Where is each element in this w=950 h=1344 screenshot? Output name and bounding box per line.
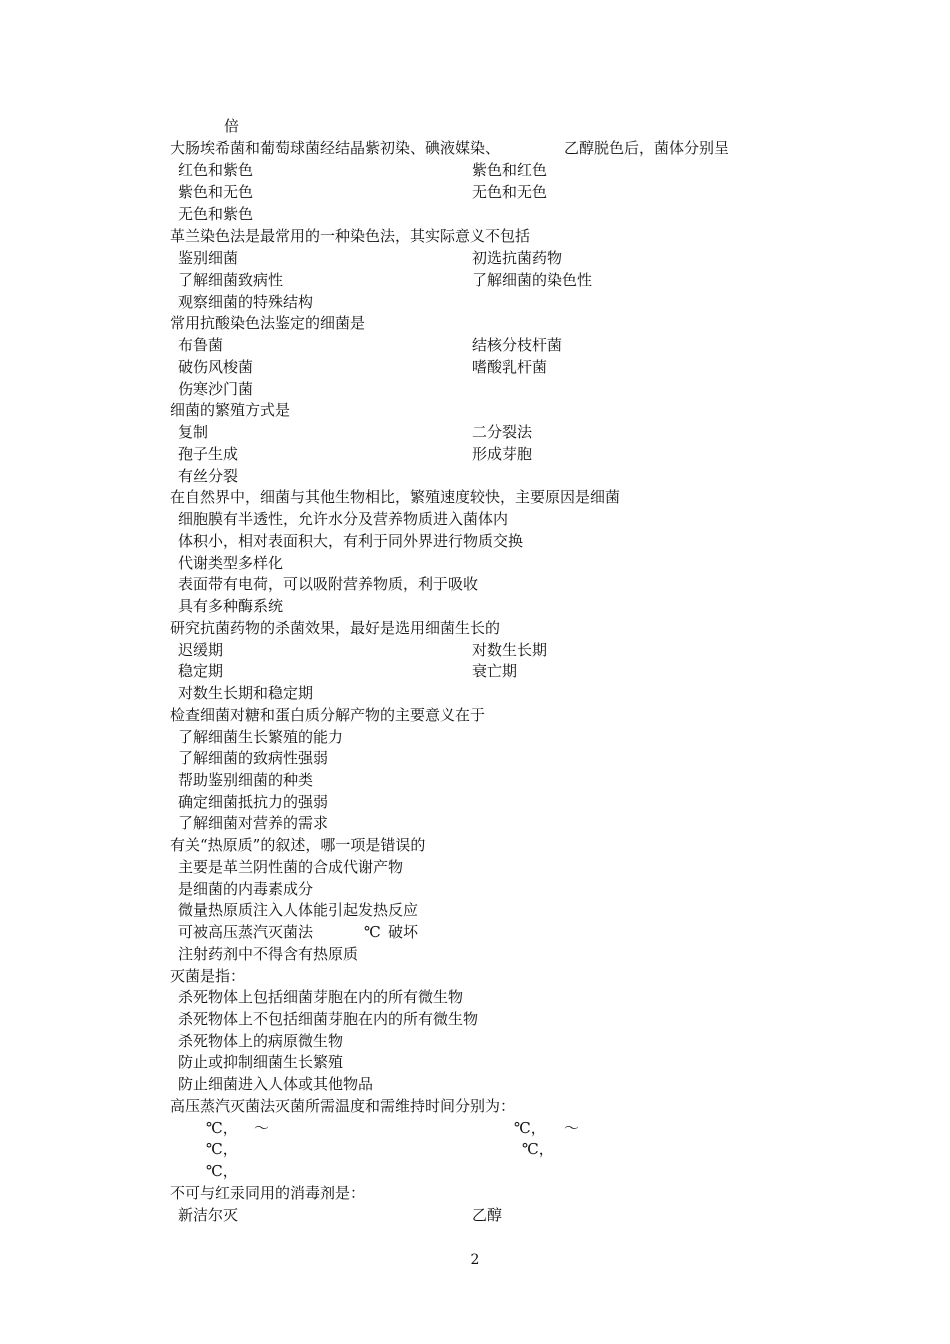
option-text: 观察细菌的特殊结构 <box>178 293 314 311</box>
option-text: 防止或抑制细菌生长繁殖 <box>178 1053 344 1071</box>
option-text: 迟缓期 <box>178 641 224 659</box>
question-text: 有关“热原质”的叙述，哪一项是错误的 <box>170 836 426 854</box>
option-text: 了解细菌的染色性 <box>472 271 593 289</box>
option-text: 对数生长期和稳定期 <box>178 684 314 702</box>
option-text: 无色和紫色 <box>178 205 254 223</box>
option-text: 有丝分裂 <box>178 467 239 485</box>
option-text: 是细菌的内毒素成分 <box>178 880 314 898</box>
option-text: 对数生长期 <box>472 641 548 659</box>
option-text: 注射药剂中不得含有热原质 <box>178 945 359 963</box>
option-text: 布鲁菌 <box>178 336 224 354</box>
option-text: 了解细菌生长繁殖的能力 <box>178 728 344 746</box>
option-text: 乙醇 <box>472 1206 503 1224</box>
option-text: 确定细菌抵抗力的强弱 <box>178 793 329 811</box>
option-text: 无色和无色 <box>472 183 548 201</box>
option-text: 了解细菌致病性 <box>178 271 284 289</box>
option-text: ℃， <box>206 1140 238 1158</box>
option-text: ℃， <box>522 1140 554 1158</box>
question-text: 在自然界中，细菌与其他生物相比，繁殖速度较快，主要原因是细菌 <box>170 488 621 506</box>
option-text: 杀死物体上包括细菌芽胞在内的所有微生物 <box>178 988 464 1006</box>
option-text: 表面带有电荷，可以吸附营养物质，利于吸收 <box>178 575 479 593</box>
option-text: ～ <box>254 1119 270 1137</box>
question-text: 灭菌是指： <box>170 967 246 985</box>
text-line: 倍 <box>224 117 240 135</box>
option-text: 了解细菌的致病性强弱 <box>178 749 329 767</box>
question-text: 检查细菌对糖和蛋白质分解产物的主要意义在于 <box>170 706 486 724</box>
option-text: 具有多种酶系统 <box>178 597 284 615</box>
question-text: 高压蒸汽灭菌法灭菌所需温度和需维持时间分别为： <box>170 1097 516 1115</box>
option-text: ℃， <box>514 1119 546 1137</box>
option-text: 紫色和红色 <box>472 161 548 179</box>
option-text: 衰亡期 <box>472 662 518 680</box>
option-text: 嗜酸乳杆菌 <box>472 358 548 376</box>
unit-text: ℃ <box>364 923 381 941</box>
option-text: 稳定期 <box>178 662 224 680</box>
question-text: 常用抗酸染色法鉴定的细菌是 <box>170 314 366 332</box>
option-text: 结核分枝杆菌 <box>472 336 563 354</box>
option-text: 微量热原质注入人体能引起发热反应 <box>178 901 419 919</box>
option-text: 复制 <box>178 423 209 441</box>
option-text: 鉴别细菌 <box>178 249 239 267</box>
option-text: 体积小，相对表面积大，有利于同外界进行物质交换 <box>178 532 524 550</box>
page-number: 2 <box>470 1252 480 1268</box>
option-text: 细胞膜有半透性，允许水分及营养物质进入菌体内 <box>178 510 509 528</box>
option-text: 破伤风梭菌 <box>178 358 254 376</box>
option-text: 主要是革兰阴性菌的合成代谢产物 <box>178 858 404 876</box>
option-text: 初选抗菌药物 <box>472 249 563 267</box>
question-text: 研究抗菌药物的杀菌效果，最好是选用细菌生长的 <box>170 619 501 637</box>
option-text: ℃， <box>206 1162 238 1180</box>
option-text: 形成芽胞 <box>472 445 533 463</box>
option-text: 代谢类型多样化 <box>178 554 284 572</box>
question-text: 细菌的繁殖方式是 <box>170 401 291 419</box>
option-text: 紫色和无色 <box>178 183 254 201</box>
option-text: ～ <box>564 1119 580 1137</box>
option-text: 二分裂法 <box>472 423 533 441</box>
option-text: ℃， <box>206 1119 238 1137</box>
option-text: 伤寒沙门菌 <box>178 380 254 398</box>
question-text: 革兰染色法是最常用的一种染色法，其实际意义不包括 <box>170 227 531 245</box>
question-text: 乙醇脱色后，菌体分别呈 <box>564 139 730 157</box>
question-text: 大肠埃希菌和葡萄球菌经结晶紫初染、碘液媒染、 <box>170 139 501 157</box>
option-text: 杀死物体上的病原微生物 <box>178 1032 344 1050</box>
option-text: 了解细菌对营养的需求 <box>178 814 329 832</box>
option-text: 新洁尔灭 <box>178 1206 239 1224</box>
option-text: 可被高压蒸汽灭菌法 <box>178 923 314 941</box>
option-text: 防止细菌进入人体或其他物品 <box>178 1075 374 1093</box>
option-text: 红色和紫色 <box>178 161 254 179</box>
question-text: 不可与红汞同用的消毒剂是： <box>170 1184 366 1202</box>
option-text: 帮助鉴别细菌的种类 <box>178 771 314 789</box>
option-text: 破坏 <box>388 923 419 941</box>
option-text: 杀死物体上不包括细菌芽胞在内的所有微生物 <box>178 1010 479 1028</box>
option-text: 孢子生成 <box>178 445 239 463</box>
